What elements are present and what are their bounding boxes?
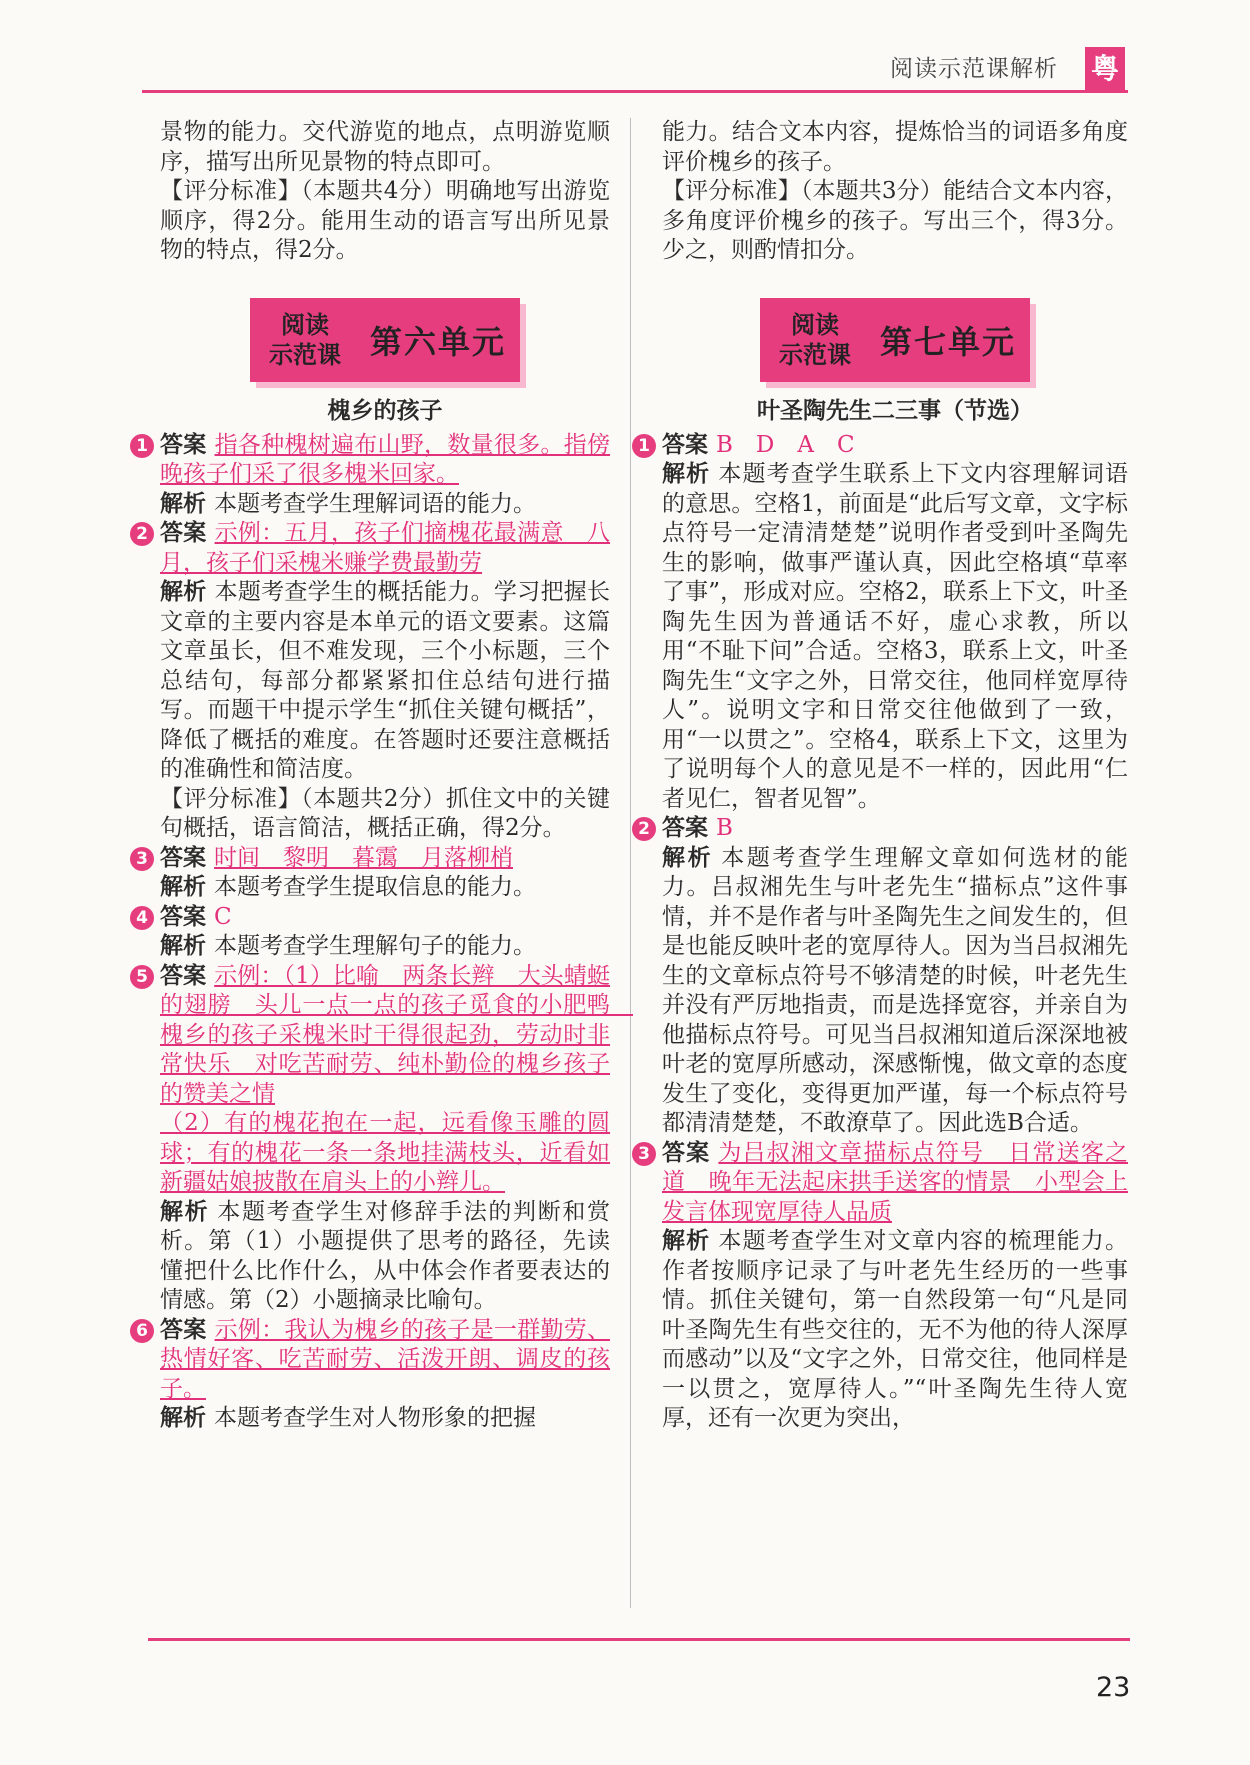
item-number-badge: 2 — [632, 817, 656, 841]
analysis-label: 解析 — [160, 1198, 210, 1225]
answer-label: 答案 — [662, 815, 708, 841]
footer-rule — [148, 1638, 1130, 1641]
answer-text: 为吕叔湘文章描标点符号 日常送客之道 晚年无法起床拱手送客的情景 小型会上发言体现宽厚待人品质 — [662, 1139, 1129, 1225]
answer-label: 答案 — [160, 962, 207, 989]
column-divider — [630, 118, 631, 1608]
item-number-badge: 6 — [130, 1319, 154, 1343]
answer-label: 答案 — [662, 1139, 711, 1166]
analysis-text: 本题考查学生的概括能力。学习把握长文章的主要内容是本单元的语文要素。这篇文章虽长，但不难发现，三个小标题，三个总结句，每部分都紧紧扣住总结句进行描写。而题干中提示学生“抓住关键句概括”，降低了概括的难度。在答题时还要注意概括的准确性和简洁度。 — [160, 579, 611, 782]
header-rule — [142, 90, 1128, 93]
analysis-text: 本题考查学生理解词语的能力。 — [214, 490, 536, 517]
scoring-standard: 【评分标准】（本题共2分）抓住文中的关键句概括，语言简洁，概括正确，得2分。 — [160, 785, 610, 841]
analysis-text: 本题考查学生对文章内容的梳理能力。作者按顺序记录了与叶老先生经历的一些事情。抓住关键句，第一自然段第一句“凡是同叶圣陶先生有些交往的，无不为他的待人深厚而感动”以及“文字之外，日常交往，他同样是一以贯之，宽厚待人。”“叶圣陶先生待人宽厚，还有一次更为突出， — [662, 1228, 1129, 1431]
unit-banner-6 — [250, 298, 520, 382]
banner-tag-1: 阅读 — [791, 310, 839, 339]
analysis-label: 解析 — [160, 579, 207, 605]
analysis-text: 本题考查学生提取信息的能力。 — [214, 874, 536, 900]
right-intro-1: 能力。结合文本内容，提炼恰当的词语多角度评价槐乡的孩子。 — [662, 119, 1128, 175]
answer-label: 答案 — [160, 431, 207, 458]
region-badge: 粤 — [1085, 47, 1125, 91]
banner-tag-2: 示范课 — [779, 340, 851, 369]
analysis-label: 解析 — [160, 490, 206, 517]
item-number-badge: 3 — [130, 847, 154, 871]
answer-text: B D A C — [716, 431, 855, 458]
analysis-label: 解析 — [160, 1405, 206, 1431]
answer-text: 示例：我认为槐乡的孩子是一群勤劳、热情好客、吃苦耐劳、活泼开朗、调皮的孩子。 — [160, 1316, 611, 1402]
analysis-text: 本题考查学生对修辞手法的判断和赏析。第（1）小题提供了思考的路径，先读懂把什么比作什么，从中体会作者要表达的情感。第（2）小题摘录比喻句。 — [160, 1198, 611, 1313]
analysis-label: 解析 — [662, 461, 711, 487]
banner-unit: 第六单元 — [370, 322, 507, 361]
answer-item-5 — [136, 962, 633, 1316]
analysis-label: 解析 — [662, 1228, 711, 1254]
analysis-label: 解析 — [160, 874, 206, 900]
answer-item-3 — [638, 1139, 1129, 1434]
answer-text: 示例：（1）比喻 两条长辫 大头蜻蜓的翅膀 头儿一点一点的孩子觅食的小肥鸭 槐乡的孩子采槐米时干得很起劲，劳动时非常快乐 对吃苦耐劳、纯朴勤俭的槐乡孩子的赞美之情 — [160, 962, 633, 1107]
item-number-badge: 2 — [130, 522, 154, 546]
answer-item-1 — [638, 431, 1129, 815]
answer-label: 答案 — [662, 431, 708, 458]
analysis-label: 解析 — [160, 933, 206, 959]
answer-label: 答案 — [160, 903, 206, 930]
right-column — [638, 118, 1129, 1434]
answer-item-2 — [638, 814, 1129, 1139]
answer-label: 答案 — [160, 1316, 207, 1343]
header-title: 阅读示范课解析 — [890, 56, 1058, 82]
answer-item-3 — [136, 844, 610, 903]
left-column — [136, 118, 633, 1434]
answer-text: 示例：五月，孩子们摘槐花最满意 八月，孩子们采槐米赚学费最勤劳 — [160, 520, 611, 576]
item-number-badge: 1 — [632, 434, 656, 458]
banner-tag-2: 示范课 — [269, 340, 341, 369]
page-number: 23 — [1096, 1672, 1131, 1703]
item-number-badge: 1 — [130, 434, 154, 458]
answer-item-6 — [136, 1316, 611, 1434]
banner-unit: 第七单元 — [880, 322, 1017, 361]
answer-text: 时间 黎明 暮霭 月落柳梢 — [214, 844, 513, 871]
item-number-badge: 4 — [130, 906, 154, 930]
answer-item-2 — [136, 519, 611, 844]
answer-text: 指各种槐树遍布山野，数量很多。指傍晚孩子们采了很多槐米回家。 — [160, 431, 611, 487]
analysis-text: 本题考查学生联系上下文内容理解词语的意思。空格1，前面是“此后写文章，文字标点符号一定清清楚楚”说明作者受到叶圣陶先生的影响，做事严谨认真，因此空格填“草率了事”，形成对应。空格2，联系上下文，叶圣陶先生因为普通话不好，虚心求教，所以用“不耻下问”合适。空格3，联系上文，叶圣陶先生“文字之外，日常交往，他同样宽厚待人”。说明文字和日常交往他做到了一致，用“一以贯之”。空格4，联系上下文，这里为了说明每个人的意见是不一样的，因此用“仁者见仁，智者见智”。 — [662, 461, 1129, 812]
analysis-text: 本题考查学生理解句子的能力。 — [214, 933, 536, 959]
answer-text-part-2: （2）有的槐花抱在一起，远看像玉雕的圆球；有的槐花一条一条地挂满枝头，近看如新疆姑娘披散在肩头上的小辫儿。 — [160, 1110, 610, 1195]
answer-label: 答案 — [160, 844, 206, 871]
left-intro-1: 景物的能力。交代游览的地点，点明游览顺序，描写出所见景物的特点即可。 — [160, 119, 610, 175]
analysis-text: 本题考查学生理解文章如何选材的能力。吕叔湘先生与叶老先生“描标点”这件事情，并不是作者与叶圣陶先生之间发生的，但是也能反映叶老的宽厚待人。因为当吕叔湘先生的文章标点符号不够清楚的时候，叶老先生并没有严厉地指责，而是选择宽容，并亲自为他描标点符号。可见当吕叔湘知道后深深地被叶老的宽厚所感动，深感惭愧，做文章的态度发生了变化，变得更加严谨，每一个标点符号都清清楚楚，不敢潦草了。因此选B合适。 — [662, 844, 1129, 1136]
analysis-label: 解析 — [662, 844, 714, 871]
answer-text: C — [214, 903, 232, 930]
banner-tag-1: 阅读 — [281, 310, 329, 339]
item-number-badge: 3 — [632, 1142, 656, 1166]
answer-label: 答案 — [160, 520, 207, 546]
item-number-badge: 5 — [130, 965, 154, 989]
unit-banner-7 — [760, 298, 1030, 382]
answer-item-1 — [136, 431, 611, 520]
right-intro-2: 【评分标准】（本题共3分）能结合文本内容，多角度评价槐乡的孩子。写出三个，得3分。少之，则酌情扣分。 — [662, 178, 1128, 263]
analysis-text: 本题考查学生对人物形象的把握 — [214, 1405, 536, 1431]
section-title: 叶圣陶先生二三事（节选） — [757, 397, 1033, 424]
section-title: 槐乡的孩子 — [327, 397, 443, 424]
answer-item-4 — [136, 903, 610, 962]
answer-text: B — [716, 815, 733, 841]
left-intro-2: 【评分标准】（本题共4分）明确地写出游览顺序，得2分。能用生动的语言写出所见景物的特点，得2分。 — [160, 178, 610, 263]
